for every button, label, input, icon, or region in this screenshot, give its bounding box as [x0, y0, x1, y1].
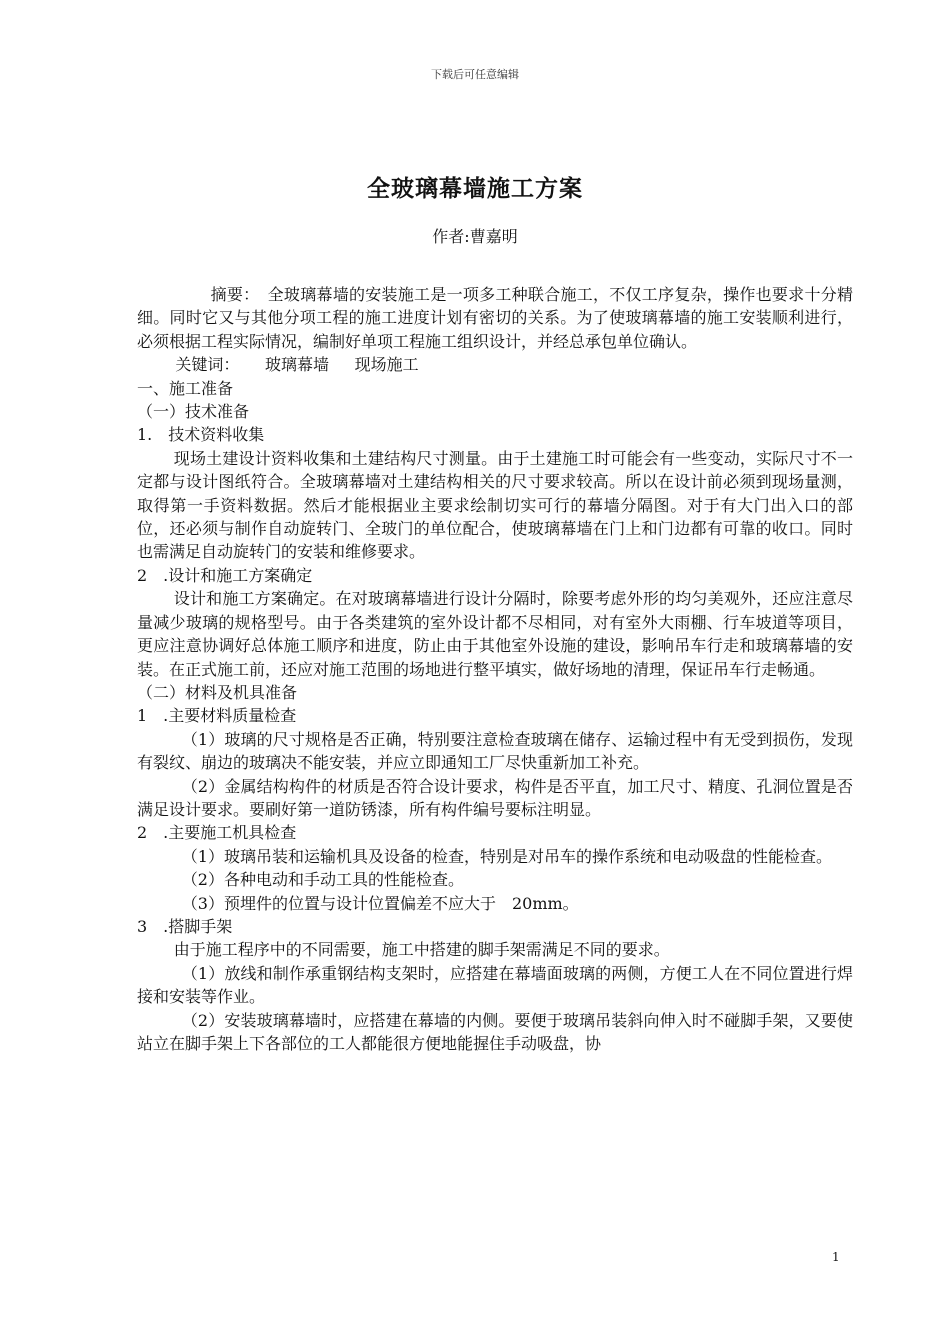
paragraph: （2）金属结构构件的材质是否符合设计要求，构件是否平直，加工尺寸、精度、孔洞位置是否满足设计要求。要刷好第一道防锈漆，所有构件编号要标注明显。 [137, 776, 853, 819]
document-title: 全玻璃幕墙施工方案 [367, 175, 583, 202]
document-body [137, 283, 853, 1055]
paragraph: 由于施工程序中的不同需要，施工中搭建的脚手架需满足不同的要求。 [173, 940, 670, 960]
item-heading: 2 .设计和施工方案确定 [137, 565, 313, 585]
paragraph: 设计和施工方案确定。在对玻璃幕墙进行设计分隔时，除要考虑外形的均匀美观外，还应注意尽量减少玻璃的规格型号。由于各类建筑的室外设计都不尽相同，对有室外大雨棚、行车坡道等项目，更应注意协调好总体施工顺序和进度，防止由于其他室外设施的建设，影响吊车行走和玻璃幕墙的安装。在正式施工前，还应对施工范围的场地进行整平填实，做好场地的清理，保证吊车行走畅通。 [137, 589, 853, 679]
item-heading: 2 .主要施工机具检查 [137, 823, 297, 843]
item-heading: 3 .搭脚手架 [137, 916, 233, 936]
page-number: 1 [832, 1250, 840, 1264]
paragraph: 现场土建设计资料收集和土建结构尺寸测量。由于土建施工时可能会有一些变动，实际尺寸不一定都与设计图纸符合。全玻璃幕墙对土建结构相关的尺寸要求较高。所以在设计前必须到现场量测，取得第一手资料数据。然后才能根据业主要求绘制切实可行的幕墙分隔图。对于有大门出入口的部位，还必须与制作自动旋转门、全玻门的单位配合，使玻璃幕墙在门上和门边都有可靠的收口。同时也需满足自动旋转门的安装和维修要求。 [137, 448, 853, 562]
author-line: 作者:曹嘉明 [432, 227, 518, 246]
paragraph: （1）玻璃的尺寸规格是否正确，特别要注意检查玻璃在储存、运输过程中有无受到损伤，发现有裂纹、崩边的玻璃决不能安装，并应立即通知工厂尽快重新加工补充。 [137, 729, 853, 773]
subsection-heading: （一）技术准备 [137, 402, 250, 422]
section-heading: 一、施工准备 [137, 378, 234, 398]
paragraph: （3）预埋件的位置与设计位置偏差不应大于 20mm。 [181, 893, 579, 913]
item-heading: 1 .主要材料质量检查 [137, 706, 297, 726]
subsection-heading: （二）材料及机具准备 [137, 682, 298, 702]
item-heading: 1. 技术资料收集 [137, 425, 265, 445]
paragraph: （1）玻璃吊装和运输机具及设备的检查，特别是对吊车的操作系统和电动吸盘的性能检查。 [181, 846, 832, 866]
keyword: 玻璃幕墙 [265, 355, 330, 375]
abstract-paragraph: 摘要： 全玻璃幕墙的安装施工是一项多工种联合施工，不仅工序复杂，操作也要求十分精细。同时它又与其他分项工程的施工进度计划有密切的关系。为了使玻璃幕墙的施工安装顺利进行，必须根据工程实际情况，编制好单项工程施工组织设计，并经总承包单位确认。 [137, 285, 853, 351]
keywords-label: 关键词： [175, 355, 240, 375]
keywords-line [137, 353, 853, 376]
paragraph: （2）安装玻璃幕墙时，应搭建在幕墙的内侧。要便于玻璃吊装斜向伸入时不碰脚手架，又要使站立在脚手架上下各部位的工人都能很方便地能握住手动吸盘，协 [137, 1010, 853, 1053]
paragraph: （2）各种电动和手动工具的性能检查。 [181, 870, 464, 890]
keyword: 现场施工 [354, 355, 419, 375]
header-note: 下载后可任意编辑 [431, 68, 519, 81]
paragraph: （1）放线和制作承重钢结构支架时，应搭建在幕墙面玻璃的两侧，方便工人在不同位置进行焊接和安装等作业。 [137, 963, 853, 1007]
